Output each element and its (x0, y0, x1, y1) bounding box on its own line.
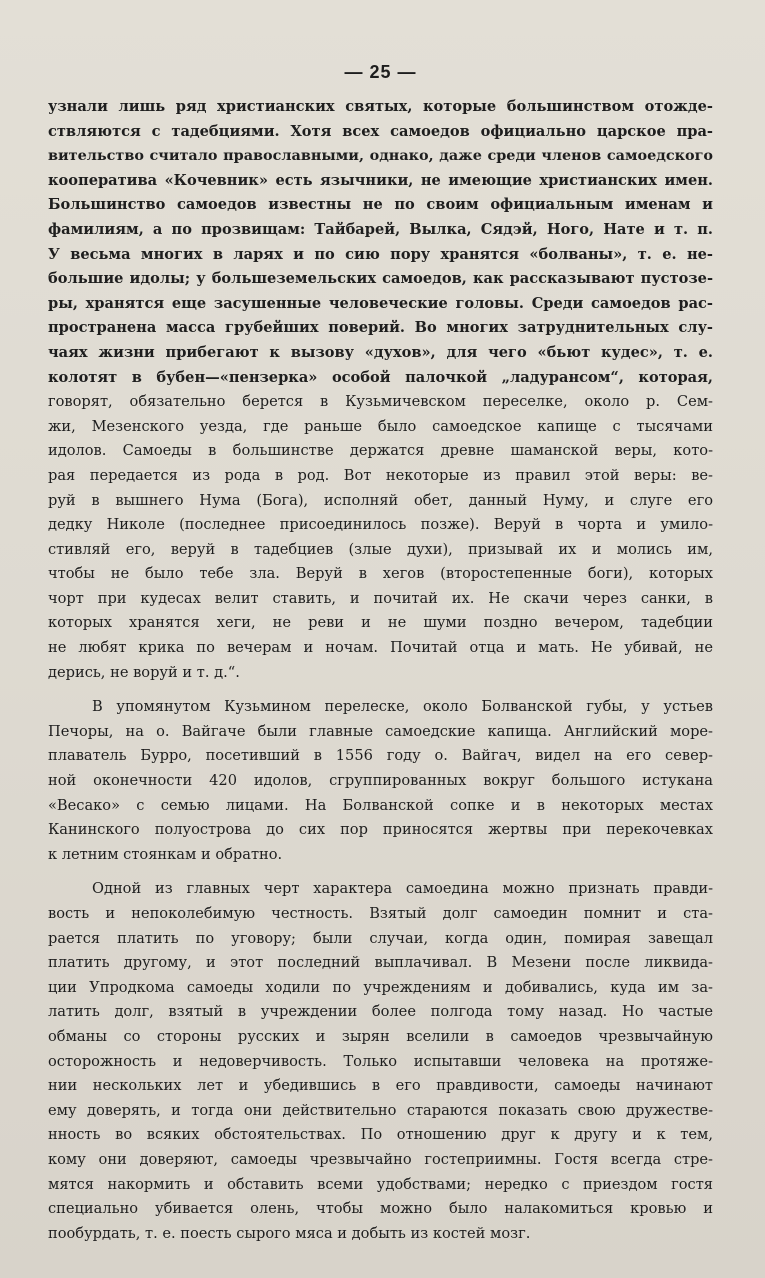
text-line: чтобы не было тебе зла. Веруй в хегов (второстепенные боги), которых (48, 565, 713, 583)
text-line: ры, хранятся еще засушенные человеческие головы. Среди самоедов рас- (48, 294, 713, 312)
text-line: нность во всяких обстоятельствах. По отношению друг к другу и к тем, (48, 1126, 713, 1144)
text-line: большие идолы; у большеземельских самоедов, как рассказывают пустозе- (48, 270, 713, 288)
text-line: нии нескольких лет и убедившись в его правдивости, самоеды начинают (48, 1077, 713, 1095)
text-line: латить долг, взятый в учреждении более полгода тому назад. Но частые (48, 1003, 713, 1021)
text-line: чорт при кудесах велит ставить, и почитай их. Не скачи через санки, в (48, 589, 713, 607)
text-line: «Весако» с семью лицами. На Болванской сопке и в некоторых местах (48, 796, 713, 814)
text-line: которых хранятся хеги, не реви и не шуми поздно вечером, тадебции (48, 614, 713, 632)
text-line: специально убивается олень, чтобы можно было налакомиться кровью и (48, 1200, 713, 1218)
text-line: идолов. Самоеды в большинстве держатся древне шаманской веры, кото- (48, 442, 713, 460)
paragraph-gap (48, 867, 713, 877)
text-line: платить другому, и этот последний выплачивал. В Мезени после ликвида- (48, 954, 713, 972)
text-line: узнали лишь ряд христианских святых, которые большинством отожде- (48, 98, 713, 115)
text-line: руй в вышнего Нума (Бога), исполняй обет, данный Нуму, и слуге его (48, 491, 713, 509)
text-line: колотят в бубен—«пензерка» особой палочкой „ладурансом“, которая, (48, 368, 713, 386)
text-line: плаватель Бурро, посетивший в 1556 году о. Вайгач, видел на его север- (48, 747, 713, 765)
paragraph-2 (48, 695, 713, 867)
text-line: ствляются с тадебциями. Хотя всех самоедов официально царское пра- (48, 122, 713, 140)
text-line: пространена масса грубейших поверий. Во многих затруднительных слу- (48, 319, 713, 337)
text-line: пообурдать, т. е. поесть сырого мяса и добыть из костей мозг. (48, 1224, 531, 1242)
text-line: Большинство самоедов известны не по своим официальным именам и (48, 196, 713, 214)
text-line: к летним стоянкам и обратно. (48, 845, 283, 863)
text-line: Канинского полуострова до сих пор приносятся жертвы при перекочевках (48, 821, 713, 839)
text-line: фамилиям, а по прозвищам: Тайбарей, Вылка, Сядэй, Ного, Нате и т. п. (48, 220, 713, 238)
page-number: — 25 — (344, 62, 417, 82)
text-line: дерись, не воруй и т. д.“. (48, 663, 240, 681)
text-line: стивляй его, веруй в тадебциев (злые духи), призывай их и молись им, (48, 540, 713, 558)
text-line: не любят крика по вечерам и ночам. Почитай отца и мать. Не убивай, не (48, 639, 713, 657)
text-line: жи, Мезенского уезда, где раньше было самоедское капище с тысячами (48, 417, 713, 435)
text-line: ему доверять, и тогда они действительно стараются показать свою дружестве- (48, 1101, 713, 1119)
text-line: говорят, обязательно берется в Кузьмичевском переселке, около р. Сем- (48, 393, 713, 411)
paragraph-gap (48, 685, 713, 695)
text-line: чаях жизни прибегают к вызову «духов», для чего «бьют кудес», т. е. (48, 343, 713, 361)
text-line: Одной из главных черт характера самоедина можно признать правди- (92, 880, 713, 898)
text-line: кооператива «Кочевник» есть язычники, не имеющие христианских имен. (48, 171, 713, 189)
text-line: кому они доверяют, самоеды чрезвычайно гостеприимны. Гостя всегда стре- (48, 1150, 713, 1168)
text-line: Печоры, на о. Вайгаче были главные самоедские капища. Английский море- (48, 722, 713, 740)
text-line: мятся накормить и обставить всеми удобствами; нередко с приездом гостя (48, 1175, 713, 1193)
text-line: В упомянутом Кузьмином перелеске, около Болванской губы, у устьев (92, 698, 713, 716)
text-line: рается платить по уговору; были случаи, когда один, помирая завещал (48, 929, 713, 947)
paragraph-1 (48, 95, 713, 685)
text-line: обманы со стороны русских и зырян вселили в самоедов чрезвычайную (48, 1027, 713, 1045)
text-line: вительство считало православными, однако, даже среди членов самоедского (48, 147, 713, 165)
text-line: ной оконечности 420 идолов, сгруппированных вокруг большого истукана (48, 772, 713, 790)
text-line: У весьма многих в ларях и по сию пору хранятся «болваны», т. е. не- (48, 245, 713, 263)
text-line: рая передается из рода в род. Вот некоторые из правил этой веры: ве- (48, 466, 713, 484)
text-line: вость и непоколебимую честность. Взятый долг самоедин помнит и ста- (48, 905, 713, 922)
paragraph-3 (48, 877, 713, 1246)
text-line: ции Упродкома самоеды ходили по учреждениям и добивались, куда им за- (48, 978, 713, 996)
text-line: дедку Николе (последнее присоединилось позже). Веруй в чорта и умило- (48, 516, 713, 534)
text-line: осторожность и недоверчивость. Только испытавши человека на протяже- (48, 1052, 713, 1070)
